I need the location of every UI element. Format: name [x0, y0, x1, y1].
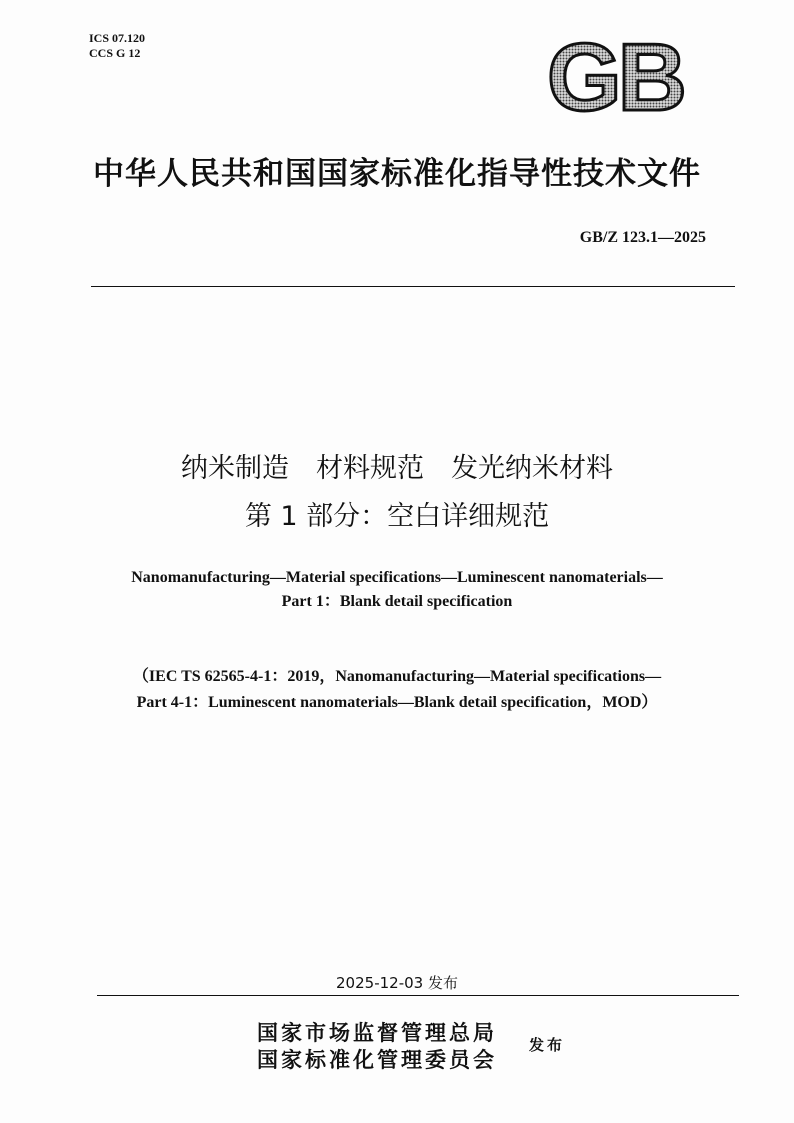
gb-logo: [538, 36, 692, 116]
adoption-line2: Part 4-1：Luminescent nanomaterials—Blank detail specification，MOD）: [136, 694, 658, 711]
document-number: GB/Z 123.1—2025: [579, 229, 706, 246]
classification-codes: [89, 31, 145, 61]
ccs-code: CCS G 12: [89, 46, 141, 60]
issuing-authorities: [257, 1019, 497, 1073]
bottom-divider: [97, 995, 739, 996]
ics-code: ICS 07.120: [89, 31, 146, 45]
title-cn-line1: 纳米制造 材料规范 发光纳米材料: [181, 453, 613, 484]
svg-text:GB: GB: [547, 36, 683, 116]
title-en-line2: Part 1：Blank detail specification: [281, 593, 513, 610]
issuer-line2: 国家标准化管理委员会: [257, 1047, 497, 1072]
title-en-line1: Nanomanufacturing—Material specifications—Luminescent nanomaterials—: [131, 569, 663, 586]
issuer-line1: 国家市场监督管理总局: [257, 1020, 497, 1045]
adoption-line1: （IEC TS 62565-4-1：2019，Nanomanufacturing—Material specifications—: [132, 668, 662, 685]
top-divider: [91, 286, 735, 287]
publish-label: 发布: [529, 1036, 566, 1054]
document-type: 中华人民共和国国家标准化指导性技术文件: [93, 156, 701, 192]
issue-date: 2025-12-03 发布: [336, 974, 458, 992]
title-cn-line2: 第 1 部分：空白详细规范: [244, 501, 550, 532]
